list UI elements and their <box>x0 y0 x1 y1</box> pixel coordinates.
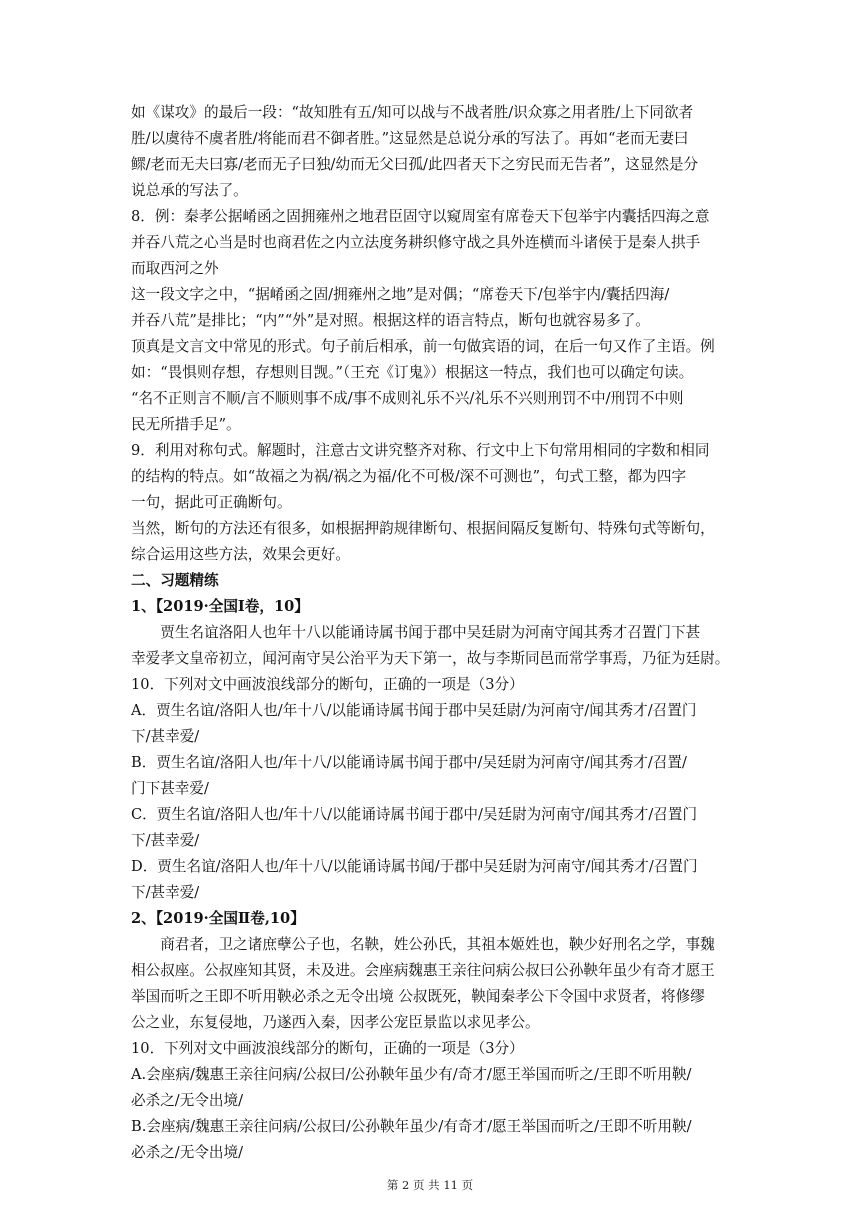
text-line: 这一段文字之中，“据崤函之固/拥雍州之地”是对偶；“席卷天下/包举宇内/囊括四海/ <box>131 286 670 303</box>
option-line: 必杀之/无令出境/ <box>131 1092 243 1109</box>
text-line: 综合运用这些方法，效果会更好。 <box>131 546 350 563</box>
question-heading: 2、【2019·全国Ⅱ卷,10】 <box>131 910 305 927</box>
text-line: 顶真是文言文中常见的形式。句子前后相承，前一句做宾语的词，在后一句又作了主语。例 <box>131 338 715 355</box>
text-line: 如《谋攻》的最后一段：“故知胜有五/知可以战与不战者胜/识众寡之用者胜/上下同欲者 <box>131 104 694 121</box>
option-line: 门下甚幸爱/ <box>131 780 209 797</box>
option-line: B.会座病/魏惠王亲往问病/公叔曰/公孙鞅年虽少/有奇才/愿王举国而听之/王即不听用鞅/ <box>131 1118 692 1135</box>
text-line: 8．例：秦孝公据崤函之固拥雍州之地君臣固守以窥周室有席卷天下包举宇内囊括四海之意 <box>131 208 710 225</box>
text-line: 一句，据此可正确断句。 <box>131 494 292 511</box>
section-heading: 二、习题精练 <box>131 572 219 589</box>
text-line: 举国而听之王即不听用鞅必杀之无令出境 公叔既死，鞅闻秦孝公下令国中求贤者，将修缪 <box>131 988 705 1005</box>
text-line: 当然，断句的方法还有很多，如根据押韵规律断句、根据间隔反复断句、特殊句式等断句， <box>131 520 715 537</box>
text-line: 而取西河之外 <box>131 260 219 277</box>
text-line: 并吞八荒”是排比；“内”“外”是对照。根据这样的语言特点，断句也就容易多了。 <box>131 312 650 329</box>
text-line: “名不正则言不顺/言不顺则事不成/事不成则礼乐不兴/礼乐不兴则刑罚不中/刑罚不中则 <box>131 390 684 407</box>
text-line: 并吞八荒之心当是时也商君佐之内立法度务耕织修守战之具外连横而斗诸侯于是秦人拱手 <box>131 234 701 251</box>
text-line: 胜/以虞待不虞者胜/将能而君不御者胜。”这显然是总说分承的写法了。再如“老而无妻曰 <box>131 130 689 147</box>
text-line: 相公叔座。公叔座知其贤，未及进。会座病魏惠王亲往问病公叔曰公孙鞅年虽少有奇才愿王 <box>131 962 715 979</box>
option-line: C．贾生名谊/洛阳人也/年十八/以能诵诗属书闻于郡中/吴廷尉为河南守/闻其秀才/召置门 <box>131 806 698 823</box>
option-line: 下/甚幸爱/ <box>131 728 200 745</box>
text-line: 10．下列对文中画波浪线部分的断句，正确的一项是（3分） <box>131 676 524 693</box>
text-line: 商君者，卫之诸庶孽公子也，名鞅，姓公孙氏，其祖本姬姓也，鞅少好刑名之学，事魏 <box>131 936 715 953</box>
text-line: 如：“畏惧则存想，存想则目觊。”（王充《订鬼》）根据这一特点，我们也可以确定句读。 <box>131 364 694 381</box>
text-line: 幸爱孝文皇帝初立，闻河南守吴公治平为天下第一，故与李斯同邑而常学事焉，乃征为廷尉。 <box>131 650 730 667</box>
page-number-footer: 第 2 页 共 11 页 <box>386 1178 474 1192</box>
text-line: 的结构的特点。如“故福之为祸/祸之为福/化不可极/深不可测也”，句式工整，都为四字 <box>131 468 687 485</box>
text-line: 公之业，东复侵地，乃遂西入秦，因孝公宠臣景监以求见孝公。 <box>131 1014 540 1031</box>
option-line: 下/甚幸爱/ <box>131 832 200 849</box>
text-line: 鳏/老而无夫曰寡/老而无子曰独/幼而无父曰孤/此四者天下之穷民而无告者”，这显然是分 <box>131 156 699 173</box>
option-line: B．贾生名谊/洛阳人也/年十八/以能诵诗属书闻于郡中/吴廷尉为河南守/闻其秀才/召置/ <box>131 754 687 771</box>
option-line: A．贾生名谊/洛阳人也/年十八/以能诵诗属书闻于郡中吴廷尉/为河南守/闻其秀才/召置门 <box>131 702 697 719</box>
option-line: D．贾生名谊/洛阳人也/年十八/以能诵诗属书闻/于郡中吴廷尉为河南守/闻其秀才/召置门 <box>131 858 698 875</box>
text-line: 说总承的写法了。 <box>131 182 248 199</box>
text-line: 贾生名谊洛阳人也年十八以能诵诗属书闻于郡中吴廷尉为河南守闻其秀才召置门下甚 <box>131 624 701 641</box>
text-line: 9．利用对称句式。解题时，注意古文讲究整齐对称、行文中上下句常用相同的字数和相同 <box>131 442 710 459</box>
text-line: 民无所措手足”。 <box>131 416 241 433</box>
question-heading: 1、【2019·全国Ⅰ卷，10】 <box>131 598 309 615</box>
option-line: 必杀之/无令出境/ <box>131 1144 243 1161</box>
option-line: A.会座病/魏惠王亲往问病/公叔曰/公孙鞅年虽少有/奇才/愿王举国而听之/王即不听用鞅/ <box>131 1066 692 1083</box>
option-line: 下/甚幸爱/ <box>131 884 200 901</box>
text-line: 10．下列对文中画波浪线部分的断句，正确的一项是（3分） <box>131 1040 524 1057</box>
